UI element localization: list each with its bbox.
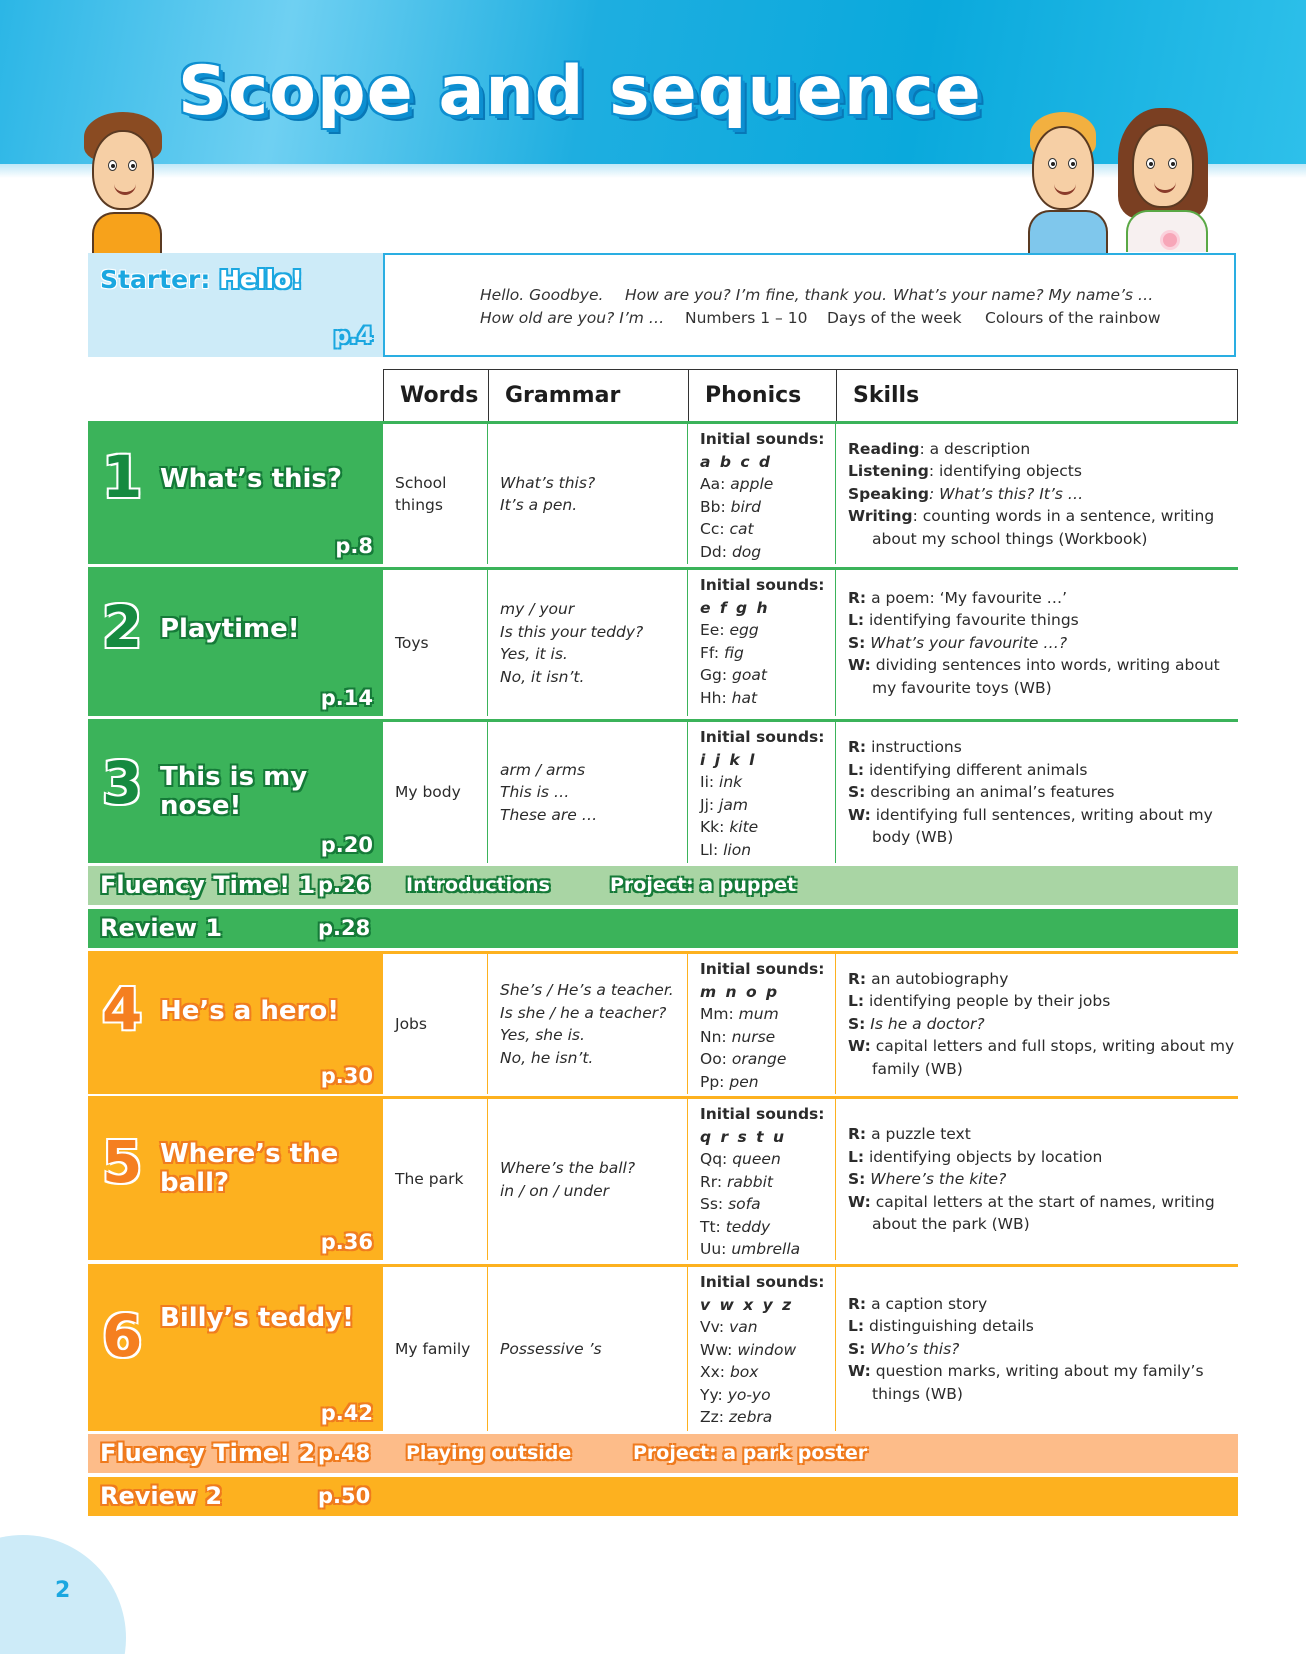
starter-content: [383, 253, 1236, 357]
phonics-example: [700, 1026, 835, 1049]
words-text: Toys: [395, 633, 429, 652]
skills-cell: [836, 421, 1238, 564]
grammar-cell: [488, 1264, 688, 1431]
skill-line: [848, 736, 1238, 759]
skill-text: : a description: [919, 439, 1031, 458]
skill-label: R:: [848, 1125, 867, 1144]
unit-page: p.42: [320, 1401, 373, 1425]
grammar-line: my / your: [500, 600, 575, 618]
skill-label: L:: [848, 611, 865, 630]
phonics-letter-pair: Tt:: [700, 1217, 721, 1236]
skill-line: [848, 1338, 1238, 1361]
skill-line: [848, 759, 1238, 782]
phonics-word: jam: [719, 795, 748, 814]
fluency-time-2-band: [88, 1434, 1238, 1473]
unit-number: 2: [102, 593, 143, 661]
phonics-word: van: [729, 1318, 758, 1336]
phonics-example: [700, 541, 835, 564]
starter-item: Hello. Goodbye.: [480, 286, 604, 304]
skill-label: W:: [848, 805, 871, 824]
starter-item: Numbers 1 – 10: [685, 309, 808, 327]
words-text: My family: [395, 1339, 471, 1358]
phonics-letter-pair: Ee:: [700, 621, 725, 639]
skill-text: What’s your favourite …?: [865, 633, 1068, 652]
skill-line: [848, 1168, 1238, 1191]
phonics-title: Initial sounds:: [700, 728, 825, 746]
skill-line: [848, 632, 1238, 655]
phonics-example: [700, 1361, 835, 1384]
grammar-line: Possessive ’s: [500, 1339, 602, 1358]
girl-illustration-right: [1118, 108, 1214, 252]
words-cell: [383, 719, 488, 863]
unit-row: [88, 421, 1238, 564]
review-2-band: [88, 1477, 1238, 1516]
phonics-word: yo-yo: [727, 1385, 771, 1404]
skill-text: an autobiography: [866, 969, 1009, 988]
phonics-example: [700, 1339, 835, 1362]
phonics-letter-pair: Cc:: [700, 520, 725, 538]
fluency-time-1-topic: Introductions: [406, 874, 550, 896]
phonics-example: [700, 1316, 835, 1339]
boy-illustration-left: [82, 112, 172, 252]
phonics-letters: m n o p: [700, 982, 780, 1001]
starter-page: p.4: [333, 324, 373, 349]
grammar-line: Is she / he a teacher?: [500, 1003, 667, 1022]
phonics-letter-pair: Ff:: [700, 643, 720, 662]
unit-title: Playtime!: [160, 614, 300, 644]
grammar-line: She’s / He’s a teacher.: [500, 981, 674, 999]
phonics-example: [700, 1171, 835, 1194]
phonics-example: [700, 1238, 835, 1261]
grammar-line: No, it isn’t.: [500, 667, 585, 686]
column-header-row: [383, 369, 1238, 421]
skills-cell: [836, 1264, 1238, 1431]
phonics-letter-pair: Pp:: [700, 1072, 725, 1091]
skill-text: identifying full sentences, writing about my body (WB): [870, 805, 1213, 847]
phonics-example: [700, 839, 835, 862]
phonics-example: [700, 473, 835, 496]
phonics-title: Initial sounds:: [700, 576, 825, 594]
phonics-example: [700, 1193, 835, 1216]
skill-label: W:: [848, 1362, 871, 1381]
fluency-time-1-page: p.26: [318, 873, 371, 897]
review-1-band: [88, 909, 1238, 948]
phonics-letters: v w x y z: [700, 1295, 794, 1314]
skill-text: dividing sentences into words, writing about my favourite toys (WB): [870, 656, 1220, 697]
words-cell: [383, 421, 488, 564]
grammar-line: It’s a pen.: [500, 496, 578, 514]
skill-line: [848, 781, 1238, 804]
grammar-line: Where’s the ball?: [500, 1159, 636, 1177]
skill-text: identifying people by their jobs: [864, 992, 1111, 1011]
unit-page: p.36: [320, 1230, 373, 1254]
grammar-cell: [488, 719, 688, 863]
skill-label: Reading: [848, 439, 920, 458]
unit-label: [88, 1264, 383, 1431]
skill-text: describing an animal’s features: [865, 783, 1115, 802]
phonics-letter-pair: Ww:: [700, 1340, 733, 1359]
phonics-letter-pair: Hh:: [700, 688, 727, 707]
phonics-word: egg: [729, 621, 759, 639]
phonics-word: queen: [732, 1150, 781, 1168]
fluency-time-1-label: Fluency Time! 1: [100, 871, 316, 899]
starter-label: Starter:: [100, 265, 211, 294]
grammar-line: Yes, it is.: [500, 645, 568, 663]
fluency-time-2-topic: Playing outside: [406, 1442, 572, 1464]
starter-item: How old are you? I’m …: [480, 309, 665, 327]
phonics-cell: [688, 951, 836, 1094]
grammar-line: Yes, she is.: [500, 1026, 585, 1044]
skill-line: [848, 609, 1238, 632]
phonics-cell: [688, 1264, 836, 1431]
column-header-words: Words: [384, 370, 489, 422]
phonics-letter-pair: Qq:: [700, 1150, 728, 1168]
phonics-word: nurse: [731, 1027, 776, 1046]
unit-number: 5: [102, 1128, 143, 1196]
phonics-word: box: [729, 1363, 759, 1381]
phonics-example: [700, 1384, 835, 1407]
phonics-letter-pair: Gg:: [700, 666, 728, 684]
skill-label: L:: [848, 1317, 865, 1336]
skills-cell: [836, 719, 1238, 863]
phonics-example: [700, 1071, 835, 1094]
unit-number: 6: [102, 1302, 143, 1370]
skill-text: instructions: [866, 738, 962, 757]
phonics-example: [700, 1048, 835, 1071]
phonics-letter-pair: Kk:: [700, 818, 725, 836]
fluency-time-1-band: [88, 866, 1238, 905]
column-header-grammar: Grammar: [489, 370, 689, 422]
skill-label: S:: [848, 1170, 866, 1189]
unit-title: This is my nose!: [160, 762, 308, 821]
skill-line: [848, 505, 1238, 550]
phonics-example: [700, 687, 835, 710]
page-title: Scope and sequence: [178, 52, 982, 131]
phonics-letter-pair: Dd:: [700, 542, 727, 561]
skill-label: Speaking: [848, 484, 929, 503]
unit-label: [88, 1096, 383, 1260]
phonics-word: pen: [729, 1072, 759, 1091]
skill-label: S:: [848, 783, 866, 802]
phonics-word: teddy: [725, 1217, 771, 1236]
unit-page: p.20: [320, 833, 373, 857]
unit-row: [88, 951, 1238, 1094]
review-1-label: Review 1: [100, 914, 223, 942]
unit-row: [88, 1264, 1238, 1431]
skill-label: L:: [848, 760, 865, 779]
phonics-letter-pair: Xx:: [700, 1363, 726, 1381]
phonics-letter-pair: Zz:: [700, 1408, 724, 1426]
phonics-example: [700, 1003, 835, 1026]
column-header-skills: Skills: [853, 383, 920, 408]
skill-label: Listening: [848, 462, 929, 481]
phonics-letter-pair: Rr:: [700, 1172, 723, 1191]
skills-cell: [836, 1096, 1238, 1260]
skill-text: Where’s the kite?: [865, 1170, 1007, 1189]
page-number: 2: [55, 1578, 71, 1603]
phonics-cell: [688, 421, 836, 564]
phonics-word: zebra: [728, 1408, 773, 1426]
skill-label: R:: [848, 1294, 867, 1313]
boy-illustration-right: [1022, 112, 1112, 252]
phonics-letter-pair: Jj:: [700, 795, 715, 814]
words-cell: [383, 567, 488, 716]
unit-label: [88, 421, 383, 564]
phonics-example: [700, 771, 835, 794]
skill-line: [848, 968, 1238, 991]
skill-text: identifying different animals: [864, 760, 1088, 779]
starter-item: Colours of the rainbow: [985, 309, 1161, 327]
skill-line: [848, 1360, 1238, 1405]
unit-title: He’s a hero!: [160, 996, 340, 1026]
phonics-example: [700, 642, 835, 665]
words-text: School things: [395, 473, 447, 514]
grammar-line: in / on / under: [500, 1181, 609, 1200]
skill-line: [848, 587, 1238, 610]
phonics-letter-pair: Bb:: [700, 497, 726, 516]
phonics-word: bird: [730, 497, 761, 516]
words-cell: [383, 951, 488, 1094]
grammar-cell: [488, 567, 688, 716]
phonics-title: Initial sounds:: [700, 430, 825, 448]
unit-number: 3: [102, 749, 143, 817]
skill-text: : What’s this? It’s …: [928, 484, 1084, 503]
phonics-title: Initial sounds:: [700, 960, 825, 978]
unit-row: [88, 719, 1238, 863]
skill-line: [848, 1315, 1238, 1338]
phonics-example: [700, 1216, 835, 1239]
starter-item: How are you? I’m fine, thank you.: [625, 286, 887, 304]
phonics-cell: [688, 567, 836, 716]
skill-label: W:: [848, 656, 871, 675]
skill-line: [848, 483, 1238, 506]
skill-line: [848, 438, 1238, 461]
phonics-word: goat: [732, 666, 767, 684]
words-text: Jobs: [395, 1014, 427, 1033]
skill-line: [848, 460, 1238, 483]
phonics-word: lion: [723, 840, 752, 859]
words-text: The park: [395, 1170, 464, 1189]
phonics-letter-pair: Ll:: [700, 840, 719, 859]
fluency-time-2-page: p.48: [318, 1441, 371, 1465]
phonics-word: sofa: [728, 1195, 761, 1213]
grammar-line: Is this your teddy?: [500, 622, 644, 641]
phonics-word: dog: [731, 542, 762, 561]
phonics-example: [700, 816, 835, 839]
phonics-letters: e f g h: [700, 598, 770, 617]
phonics-word: mum: [738, 1005, 779, 1023]
phonics-letters: q r s t u: [700, 1127, 786, 1146]
skill-label: W:: [848, 1192, 871, 1211]
skill-label: R:: [848, 738, 867, 757]
skill-text: : counting words in a sentence, writing about my school things (Workbook): [872, 507, 1215, 548]
phonics-word: fig: [723, 643, 744, 662]
phonics-example: [700, 496, 835, 519]
phonics-letter-pair: Yy:: [700, 1385, 723, 1404]
unit-row: [88, 567, 1238, 716]
flower-icon: [1160, 230, 1180, 250]
phonics-example: [700, 1148, 835, 1171]
skill-line: [848, 990, 1238, 1013]
fluency-time-1-project: Project: a puppet: [610, 874, 797, 896]
skill-label: R:: [848, 588, 867, 607]
phonics-letter-pair: Vv:: [700, 1318, 725, 1336]
grammar-cell: [488, 951, 688, 1094]
review-2-page: p.50: [318, 1484, 371, 1508]
phonics-letter-pair: Ss:: [700, 1195, 724, 1213]
unit-page: p.8: [335, 534, 373, 558]
unit-label: [88, 567, 383, 716]
unit-row: [88, 1096, 1238, 1260]
grammar-cell: [488, 1096, 688, 1260]
skill-text: question marks, writing about my family’s things (WB): [870, 1362, 1204, 1403]
grammar-line: This is …: [500, 783, 570, 802]
words-text: My body: [395, 783, 461, 802]
skills-cell: [836, 567, 1238, 716]
phonics-word: cat: [729, 520, 754, 538]
review-1-page: p.28: [318, 916, 371, 940]
grammar-line: No, he isn’t.: [500, 1048, 594, 1067]
skill-line: [848, 654, 1238, 699]
phonics-word: rabbit: [727, 1172, 773, 1191]
phonics-letter-pair: Aa:: [700, 475, 726, 493]
skill-text: distinguishing details: [864, 1317, 1034, 1336]
skill-text: capital letters at the start of names, writing about the park (WB): [870, 1192, 1215, 1234]
review-2-label: Review 2: [100, 1482, 223, 1510]
fluency-time-2-project: Project: a park poster: [633, 1442, 868, 1464]
fluency-time-2-label: Fluency Time! 2: [100, 1439, 316, 1467]
starter-title: [100, 265, 303, 294]
unit-page: p.14: [320, 686, 373, 710]
phonics-letters: i j k l: [700, 750, 757, 769]
phonics-letter-pair: Uu:: [700, 1240, 727, 1258]
unit-title: Billy’s teddy!: [160, 1303, 354, 1333]
skill-text: : identifying objects: [928, 462, 1082, 481]
grammar-line: What’s this?: [500, 473, 596, 492]
unit-title: What’s this?: [160, 464, 342, 494]
phonics-example: [700, 1406, 835, 1429]
skill-text: a poem: ‘My favourite …’: [866, 588, 1068, 607]
skill-text: identifying favourite things: [864, 611, 1079, 630]
starter-item: Days of the week: [827, 309, 962, 327]
unit-label: [88, 951, 383, 1094]
phonics-example: [700, 664, 835, 687]
phonics-letter-pair: Ii:: [700, 773, 715, 791]
skill-label: R:: [848, 969, 867, 988]
unit-number: 4: [102, 975, 143, 1043]
phonics-word: hat: [731, 688, 758, 707]
unit-number: 1: [102, 443, 143, 511]
phonics-example: [700, 619, 835, 642]
phonics-word: umbrella: [731, 1240, 801, 1258]
phonics-title: Initial sounds:: [700, 1105, 825, 1123]
skill-text: Who’s this?: [865, 1339, 960, 1358]
phonics-letters: a b c d: [700, 452, 773, 471]
skill-label: W:: [848, 1037, 871, 1056]
phonics-word: kite: [729, 818, 759, 836]
unit-label: [88, 719, 383, 863]
grammar-line: These are …: [500, 805, 598, 824]
skill-text: a caption story: [866, 1294, 988, 1313]
phonics-cell: [688, 1096, 836, 1260]
skill-label: S:: [848, 633, 866, 652]
unit-page: p.30: [320, 1064, 373, 1088]
skill-text: capital letters and full stops, writing about my family (WB): [870, 1037, 1235, 1078]
skill-text: identifying objects by location: [864, 1147, 1103, 1166]
skill-label: S:: [848, 1339, 866, 1358]
skill-line: [848, 1123, 1238, 1146]
skill-text: a puzzle text: [866, 1125, 971, 1144]
phonics-word: apple: [730, 475, 774, 493]
skill-line: [848, 1191, 1238, 1236]
unit-title: Where’s the ball?: [160, 1139, 339, 1198]
skill-label: L:: [848, 992, 865, 1011]
skill-label: Writing: [848, 507, 913, 526]
skill-line: [848, 1035, 1238, 1080]
phonics-letter-pair: Mm:: [700, 1005, 734, 1023]
skill-line: [848, 804, 1238, 849]
words-cell: [383, 1264, 488, 1431]
words-cell: [383, 1096, 488, 1260]
skill-line: [848, 1146, 1238, 1169]
phonics-example: [700, 518, 835, 541]
skill-line: [848, 1293, 1238, 1316]
grammar-line: arm / arms: [500, 760, 586, 779]
starter-hello: Hello!: [219, 265, 303, 294]
grammar-cell: [488, 421, 688, 564]
phonics-title: Initial sounds:: [700, 1273, 825, 1291]
phonics-word: orange: [731, 1050, 787, 1068]
phonics-word: ink: [719, 773, 743, 791]
phonics-letter-pair: Nn:: [700, 1027, 727, 1046]
skill-label: L:: [848, 1147, 865, 1166]
skills-cell: [836, 951, 1238, 1094]
skill-line: [848, 1013, 1238, 1036]
skill-text: Is he a doctor?: [865, 1014, 985, 1033]
phonics-word: window: [737, 1340, 797, 1359]
phonics-example: [700, 794, 835, 817]
starter-unit-label: [88, 253, 383, 357]
skill-label: S:: [848, 1014, 866, 1033]
column-header-phonics: Phonics: [689, 370, 837, 422]
phonics-letter-pair: Oo:: [700, 1050, 727, 1068]
starter-item: What’s your name? My name’s …: [893, 286, 1154, 304]
phonics-cell: [688, 719, 836, 863]
